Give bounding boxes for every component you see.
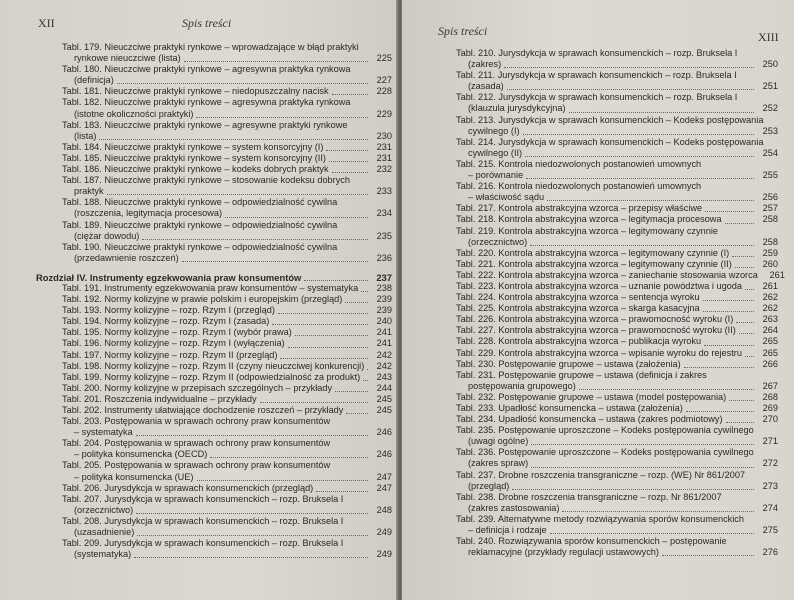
dot-leader (504, 67, 754, 68)
toc-page-number: 235 (376, 230, 392, 241)
toc-entry (456, 281, 778, 292)
toc-entry-text: Tabl. 224. Kontrola abstrakcyjna wzorca – sentencja wyroku (456, 292, 700, 303)
toc-entry (456, 92, 778, 114)
toc-page-number: 257 (762, 203, 778, 214)
toc-entry (456, 336, 778, 347)
toc-entry (456, 425, 778, 447)
toc-entry (62, 153, 392, 164)
toc-entry (62, 538, 392, 560)
toc-entry-text: Tabl. 209. Jurysdykcja w sprawach konsumenckich – rozp. Bruksela I (62, 538, 344, 549)
dot-leader (512, 489, 754, 490)
toc-page-number: 247 (376, 471, 392, 482)
toc-entry (62, 42, 392, 64)
dot-leader (739, 333, 754, 334)
toc-entry-text: rynkowe nieuczciwe (lista) (74, 53, 181, 64)
page-number-left: XII (38, 16, 55, 30)
toc-entry-text: – polityka konsumencka (OECD) (74, 449, 208, 460)
toc-page-number: 231 (376, 141, 392, 152)
dot-leader (523, 134, 754, 135)
toc-page-number: 270 (762, 414, 778, 425)
dot-leader (736, 322, 754, 323)
toc-entry-text: Tabl. 186. Nieuczciwe praktyki rynkowe – kodeks dobrych praktyk (62, 164, 329, 175)
toc-entry (62, 405, 392, 416)
running-header-left: Spis treści (182, 16, 232, 30)
toc-page-number: 247 (376, 482, 392, 493)
toc-entry-text: Tabl. 196. Normy kolizyjne – rozp. Rzym I (wyłączenia) (62, 338, 285, 349)
toc-entry (62, 97, 392, 119)
toc-entry-text: Tabl. 223. Kontrola abstrakcyjna wzorca – uznanie powództwa i ugoda (456, 280, 743, 291)
toc-entry-text: Tabl. 237. Drobne roszczenia transgraniczne – rozp. (WE) Nr 861/2007 (456, 469, 746, 480)
toc-page-number: 267 (762, 380, 778, 391)
toc-entry (456, 348, 778, 359)
dot-leader (703, 300, 754, 301)
toc-entry-text: (definicja) (74, 75, 114, 86)
dot-leader (136, 435, 368, 436)
dot-leader (326, 150, 368, 151)
toc-page-number: 262 (762, 303, 778, 314)
toc-entry-text: Tabl. 236. Postępowanie uproszczone – Kodeks postępowania cywilnego (456, 447, 754, 458)
toc-entry (62, 86, 392, 97)
toc-entry-text: (zakres spraw) (468, 458, 529, 469)
toc-entry (62, 164, 392, 175)
dot-leader (278, 313, 368, 314)
toc-entry-text: – właściwość sądu (468, 192, 545, 203)
toc-page-number: 234 (376, 208, 392, 219)
toc-entry-text: Tabl. 227. Kontrola abstrakcyjna wzorca – prawomocność wyroku (II) (456, 325, 736, 336)
dot-leader (726, 422, 754, 423)
toc-page-number: 249 (376, 549, 392, 560)
toc-page-number: 229 (376, 108, 392, 119)
toc-page-number: 260 (762, 258, 778, 269)
dot-leader (732, 256, 754, 257)
dot-leader (184, 61, 368, 62)
dot-leader (137, 535, 368, 536)
toc-entry (456, 359, 778, 370)
toc-entry (456, 248, 778, 259)
toc-entry-text: Tabl. 200. Normy kolizyjne w przepisach szczególnych – przykłady (62, 382, 333, 393)
toc-entry-text: Tabl. 233. Upadłość konsumencka – ustawa (założenia) (456, 403, 683, 413)
toc-entry (456, 392, 778, 403)
toc-list-right (456, 48, 785, 558)
toc-entry-text: (roszczenia, legitymacja procesowa) (74, 208, 223, 219)
dot-leader (107, 194, 368, 195)
toc-entry-text: Tabl. 214. Jurysdykcja w sprawach konsumenckich – Kodeks postępowania (456, 136, 764, 147)
toc-page-number: 225 (376, 53, 392, 64)
toc-entry (62, 438, 392, 460)
toc-page-number: 241 (376, 338, 392, 349)
dot-leader (332, 94, 368, 95)
dot-leader (507, 89, 754, 90)
dot-leader (134, 557, 368, 558)
toc-page-number: 264 (762, 325, 778, 336)
toc-entry-text: Tabl. 187. Nieuczciwe praktyki rynkowe – stosowanie kodeksu dobrych (62, 175, 351, 186)
dot-leader (288, 347, 368, 348)
dot-leader (526, 178, 754, 179)
toc-entry-text: (lista) (74, 130, 97, 141)
toc-entry-text: (ciężar dowodu) (74, 230, 140, 241)
toc-entry-text: Tabl. 232. Postępowanie grupowe – ustawa (model postępowania) (456, 391, 727, 402)
toc-entry-text: Tabl. 189. Nieuczciwe praktyki rynkowe – odpowiedzialność cywilna (62, 219, 338, 230)
toc-entry-text: Tabl. 204. Postępowania w sprawach ochrony praw konsumentów (62, 438, 331, 449)
toc-entry-text: Tabl. 195. Normy kolizyjne – rozp. Rzym I (wybór prawa) (62, 327, 292, 338)
dot-leader (361, 291, 368, 292)
toc-page-number: 231 (376, 152, 392, 163)
toc-entry (456, 303, 778, 314)
dot-leader (197, 480, 369, 481)
toc-entry (62, 242, 392, 264)
toc-entry (456, 137, 778, 159)
toc-page-number: 275 (762, 525, 778, 536)
toc-entry (456, 314, 778, 325)
toc-entry-text: cywilnego (I) (468, 125, 520, 136)
toc-entry (62, 394, 392, 405)
toc-entry-text: Tabl. 218. Kontrola abstrakcyjna wzorca – legitymacja procesowa (456, 214, 722, 225)
toc-entry (456, 325, 778, 336)
toc-entry-text: Tabl. 193. Normy kolizyjne – rozp. Rzym I (przegląd) (62, 305, 275, 316)
toc-entry (456, 470, 778, 492)
toc-entry (62, 383, 392, 394)
toc-entry-text: – porównanie (468, 170, 524, 181)
toc-entry (456, 115, 778, 137)
toc-entry-text: Tabl. 229. Kontrola abstrakcyjna wzorca – wpisanie wyroku do rejestru (456, 347, 742, 358)
toc-entry-text: Tabl. 225. Kontrola abstrakcyjna wzorca – skarga kasacyjna (456, 303, 700, 314)
dot-leader (525, 156, 754, 157)
dot-leader (332, 172, 368, 173)
toc-entry (456, 536, 778, 558)
toc-page-number: 272 (762, 458, 778, 469)
toc-entry-text: (uwagi ogólne) (468, 436, 529, 447)
toc-entry-text: – definicja i rodzaje (468, 525, 547, 536)
toc-page-number: 233 (376, 186, 392, 197)
toc-entry-text: (przegląd) (468, 480, 510, 491)
toc-entry (62, 460, 392, 482)
toc-page-number: 237 (376, 271, 392, 283)
toc-page-number: 245 (376, 393, 392, 404)
toc-entry (62, 120, 392, 142)
toc-entry-text: – systematyka (74, 427, 133, 438)
toc-page-number: 249 (376, 527, 392, 538)
toc-entry (456, 214, 778, 225)
toc-entry (62, 283, 392, 294)
toc-page-number: 274 (762, 502, 778, 513)
toc-entry-text: Tabl. 228. Kontrola abstrakcyjna wzorca – publikacja wyroku (456, 336, 702, 347)
dot-leader (142, 239, 368, 240)
dot-leader (272, 324, 368, 325)
toc-entry-text: Tabl. 220. Kontrola abstrakcyjna wzorca – legitymowany czynnie (I) (456, 247, 730, 258)
dot-leader (329, 161, 368, 162)
toc-entry-text: (systematyka) (74, 549, 132, 560)
toc-entry-text: (klauzula jurysdykcyjna) (468, 103, 566, 114)
toc-entry (62, 316, 392, 327)
dot-leader (735, 267, 754, 268)
toc-page-number: 255 (762, 170, 778, 181)
toc-entry (456, 370, 778, 392)
toc-entry (62, 142, 392, 153)
toc-page-number: 276 (762, 547, 778, 558)
toc-entry-text: – polityka konsumencka (UE) (74, 471, 194, 482)
dot-leader (745, 289, 754, 290)
toc-entry-text: Tabl. 203. Postępowania w sprawach ochrony praw konsumentów (62, 416, 331, 427)
toc-page-number: 230 (376, 130, 392, 141)
dot-leader (304, 280, 368, 281)
toc-page-number: 251 (762, 81, 778, 92)
toc-entry-text: Tabl. 188. Nieuczciwe praktyki rynkowe – odpowiedzialność cywilna (62, 197, 338, 208)
toc-entry-text: Tabl. 221. Kontrola abstrakcyjna wzorca – legitymowany czynnie (II) (456, 258, 732, 269)
toc-entry (62, 220, 392, 242)
toc-page-number: 250 (762, 59, 778, 70)
toc-entry (456, 226, 778, 248)
toc-entry (62, 327, 392, 338)
page-number-right: XIII (758, 30, 779, 44)
dot-leader (704, 345, 754, 346)
dot-leader (316, 491, 368, 492)
toc-entry-text: (przedawnienie roszczeń) (74, 252, 179, 263)
toc-entry-text: Tabl. 240. Rozwiązywania sporów konsumenckich – postępowanie (456, 536, 727, 547)
toc-entry (62, 338, 392, 349)
toc-page-number: 239 (376, 305, 392, 316)
toc-entry-text: Tabl. 182. Nieuczciwe praktyki rynkowe – agresywna praktyka rynkowa (62, 97, 351, 108)
toc-entry (62, 494, 392, 516)
toc-entry-text: Tabl. 198. Normy kolizyjne – rozp. Rzym II (czyny nieuczciwej konkurencji) (62, 360, 365, 371)
toc-page-number: 265 (762, 336, 778, 347)
toc-entry (456, 181, 778, 203)
toc-list-left (36, 42, 392, 560)
toc-entry-text: (orzecznictwo) (468, 236, 528, 247)
toc-entry (456, 203, 778, 214)
toc-page-number: 241 (376, 327, 392, 338)
toc-page-number: 271 (762, 436, 778, 447)
toc-page-number: 244 (376, 382, 392, 393)
dot-leader (182, 261, 368, 262)
toc-page-number: 254 (762, 147, 778, 158)
toc-page-number: 261 (762, 280, 778, 291)
dot-leader (367, 369, 368, 370)
toc-entry-text: Tabl. 217. Kontrola abstrakcyjna wzorca – przepisy właściwe (456, 203, 703, 214)
dot-leader (210, 457, 368, 458)
toc-entry (456, 514, 778, 536)
toc-page-number: 261 (769, 269, 785, 280)
toc-entry (62, 416, 392, 438)
toc-entry (62, 175, 392, 197)
toc-entry (456, 48, 778, 70)
toc-page-number: 239 (376, 294, 392, 305)
dot-leader (579, 389, 754, 390)
toc-entry-text: Tabl. 226. Kontrola abstrakcyjna wzorca – prawomocność wyroku (I) (456, 314, 734, 325)
toc-entry-text: (orzecznictwo) (74, 504, 134, 515)
toc-chapter-heading (36, 272, 392, 283)
dot-leader (363, 380, 368, 381)
toc-entry (456, 292, 778, 303)
toc-page-number: 268 (762, 391, 778, 402)
toc-page-number: 256 (762, 192, 778, 203)
toc-page-number: 236 (376, 252, 392, 263)
toc-entry-text: praktyk (74, 186, 104, 197)
dot-leader (99, 139, 368, 140)
toc-entry-text: Tabl. 205. Postępowania w sprawach ochrony praw konsumentów (62, 460, 331, 471)
toc-page-number: 258 (762, 236, 778, 247)
toc-entry-text: Tabl. 201. Roszczenia indywidualne – przykłady (62, 393, 257, 404)
toc-entry-text: Tabl. 194. Normy kolizyjne – rozp. Rzym I (zasada) (62, 316, 270, 327)
toc-entry-text: Tabl. 190. Nieuczciwe praktyki rynkowe – odpowiedzialność cywilna (62, 241, 338, 252)
toc-entry-text: Tabl. 206. Jurysdykcja w sprawach konsumenckich (przegląd) (62, 482, 314, 493)
toc-page-number: 263 (762, 314, 778, 325)
toc-entry-text: (zasada) (468, 81, 504, 92)
toc-entry (456, 447, 778, 469)
toc-page-number: 266 (762, 358, 778, 369)
toc-entry (456, 259, 778, 270)
dot-leader (686, 411, 754, 412)
toc-entry-text: cywilnego (II) (468, 147, 523, 158)
dot-leader (705, 211, 754, 212)
dot-leader (295, 335, 368, 336)
dot-leader (729, 400, 754, 401)
toc-page-number: 252 (762, 103, 778, 114)
dot-leader (280, 358, 368, 359)
toc-entry-text: Tabl. 183. Nieuczciwe praktyki rynkowe – agresywne praktyki rynkowe (62, 119, 348, 130)
toc-entry-text: Tabl. 216. Kontrola niedozwolonych postanowień umownych (456, 181, 702, 192)
toc-entry (456, 403, 778, 414)
toc-entry (62, 64, 392, 86)
toc-page-number: 273 (762, 480, 778, 491)
toc-entry-text: Tabl. 239. Alternatywne metody rozwiązywania sporów konsumenckich (456, 513, 745, 524)
toc-page-number: 258 (762, 214, 778, 225)
toc-entry-text: Tabl. 219. Kontrola abstrakcyjna wzorca – legitymowany czynnie (456, 225, 718, 236)
dot-leader (703, 311, 754, 312)
toc-entry-text: Tabl. 202. Instrumenty ułatwiające dochodzenie roszczeń – przykłady (62, 405, 344, 415)
toc-entry (62, 483, 392, 494)
toc-entry-text: reklamacyjne (przykłady regulacji ustawowych) (468, 547, 659, 558)
toc-entry-text: (zakres) (468, 59, 502, 70)
toc-entry (62, 197, 392, 219)
dot-leader (684, 367, 754, 368)
toc-page-number: 242 (376, 360, 392, 371)
toc-entry-text: Tabl. 179. Nieuczciwe praktyki rynkowe – wprowadzające w błąd praktyki (62, 42, 359, 52)
dot-leader (662, 555, 754, 556)
toc-page-number: 228 (376, 86, 392, 97)
toc-entry (62, 294, 392, 305)
toc-page-number: 262 (762, 292, 778, 303)
toc-entry-text: Tabl. 208. Jurysdykcja w sprawach konsumenckich – rozp. Bruksela I (62, 515, 344, 526)
dot-leader (531, 467, 754, 468)
dot-leader (346, 413, 368, 414)
toc-page-number: 227 (376, 75, 392, 86)
toc-entry (62, 361, 392, 372)
toc-entry (456, 414, 778, 425)
toc-entry (456, 269, 785, 281)
toc-entry-text: Tabl. 215. Kontrola niedozwolonych postanowień umownych (456, 158, 702, 169)
dot-leader (117, 83, 368, 84)
toc-entry (62, 516, 392, 538)
dot-leader (745, 356, 754, 357)
toc-entry-text: Tabl. 197. Normy kolizyjne – rozp. Rzym II (przegląd) (62, 349, 278, 360)
toc-entry-text: Tabl. 231. Postępowanie grupowe – ustawa (definicja i zakres (456, 369, 707, 380)
toc-entry-text: Tabl. 185. Nieuczciwe praktyki rynkowe – system konsorcyjny (II) (62, 152, 326, 163)
dot-leader (562, 511, 754, 512)
dot-leader (547, 200, 754, 201)
dot-leader (531, 444, 754, 445)
toc-entry-text: Tabl. 213. Jurysdykcja w sprawach konsumenckich – Kodeks postępowania (456, 114, 764, 125)
dot-leader (345, 302, 368, 303)
dot-leader (136, 513, 368, 514)
dot-leader (225, 217, 368, 218)
toc-page-number: 253 (762, 125, 778, 136)
toc-entry-text: (uzasadnienie) (74, 527, 135, 538)
toc-entry-text: (zakres zastosowania) (468, 502, 560, 513)
dot-leader (725, 223, 754, 224)
toc-page-number: 246 (376, 449, 392, 460)
toc-entry (456, 492, 778, 514)
toc-entry-text: Tabl. 234. Upadłość konsumencka – ustawa (zakres podmiotowy) (456, 414, 723, 425)
dot-leader (550, 533, 754, 534)
toc-entry-text: Tabl. 192. Normy kolizyjne w prawie polskim i europejskim (przegląd) (62, 294, 343, 305)
toc-entry-text: Tabl. 199. Normy kolizyjne – rozp. Rzym II (odpowiedzialność za produkt) (62, 371, 361, 382)
toc-entry-text: Tabl. 181. Nieuczciwe praktyki rynkowe – niedopuszczalny nacisk (62, 86, 329, 97)
toc-entry (62, 305, 392, 316)
dot-leader (569, 112, 754, 113)
toc-entry (62, 372, 392, 383)
toc-entry-text: Tabl. 238. Drobne roszczenia transgraniczne – rozp. Nr 861/2007 (456, 491, 722, 502)
toc-entry-text: Tabl. 207. Jurysdykcja w sprawach konsumenckich – rozp. Bruksela I (62, 493, 344, 504)
toc-entry-text: Tabl. 212. Jurysdykcja w sprawach konsumenckich – rozp. Bruksela I (456, 92, 738, 103)
toc-entry-text: Tabl. 222. Kontrola abstrakcyjna wzorca – zaniechanie stosowania wzorca (456, 269, 758, 280)
toc-page-number: 265 (762, 347, 778, 358)
toc-entry-text: Tabl. 235. Postępowanie uproszczone – Kodeks postępowania cywilnego (456, 425, 754, 436)
toc-entry-text: Tabl. 191. Instrumenty egzekwowania praw konsumentów – systematyka (62, 282, 359, 293)
toc-entry-text: Tabl. 184. Nieuczciwe praktyki rynkowe – system konsorcyjny (I) (62, 141, 324, 152)
toc-entry-text: Tabl. 230. Postępowanie grupowe – ustawa (założenia) (456, 358, 681, 369)
toc-entry-text: postępowania grupowego) (468, 380, 576, 391)
dot-leader (530, 245, 754, 246)
toc-entry-text: (istotne okoliczności praktyki) (74, 108, 194, 119)
toc-page-number: 238 (376, 282, 392, 293)
toc-entry-text: Tabl. 180. Nieuczciwe praktyki rynkowe – agresywna praktyka rynkowa (62, 64, 351, 75)
dot-leader (335, 391, 368, 392)
toc-page-number: 242 (376, 349, 392, 360)
toc-entry-text: Tabl. 210. Jurysdykcja w sprawach konsumenckich – rozp. Bruksela I (456, 48, 738, 58)
toc-entry-text: Tabl. 211. Jurysdykcja w sprawach konsumenckich – rozp. Bruksela I (456, 70, 737, 81)
toc-entry (456, 159, 778, 181)
toc-page-number: 246 (376, 427, 392, 438)
dot-leader (260, 402, 368, 403)
toc-entry (456, 70, 778, 92)
dot-leader (196, 117, 368, 118)
toc-page-number: 243 (376, 371, 392, 382)
toc-page-number: 240 (376, 316, 392, 327)
running-header-right: Spis treści (438, 24, 488, 38)
toc-page-number: 259 (762, 247, 778, 258)
toc-entry (62, 350, 392, 361)
toc-page-number: 269 (762, 403, 778, 413)
toc-page-number: 248 (376, 504, 392, 515)
toc-entry-text: Rozdział IV. Instrumenty egzekwowania praw konsumentów (36, 271, 302, 283)
toc-page-number: 245 (376, 405, 392, 415)
toc-page-number: 232 (376, 164, 392, 175)
